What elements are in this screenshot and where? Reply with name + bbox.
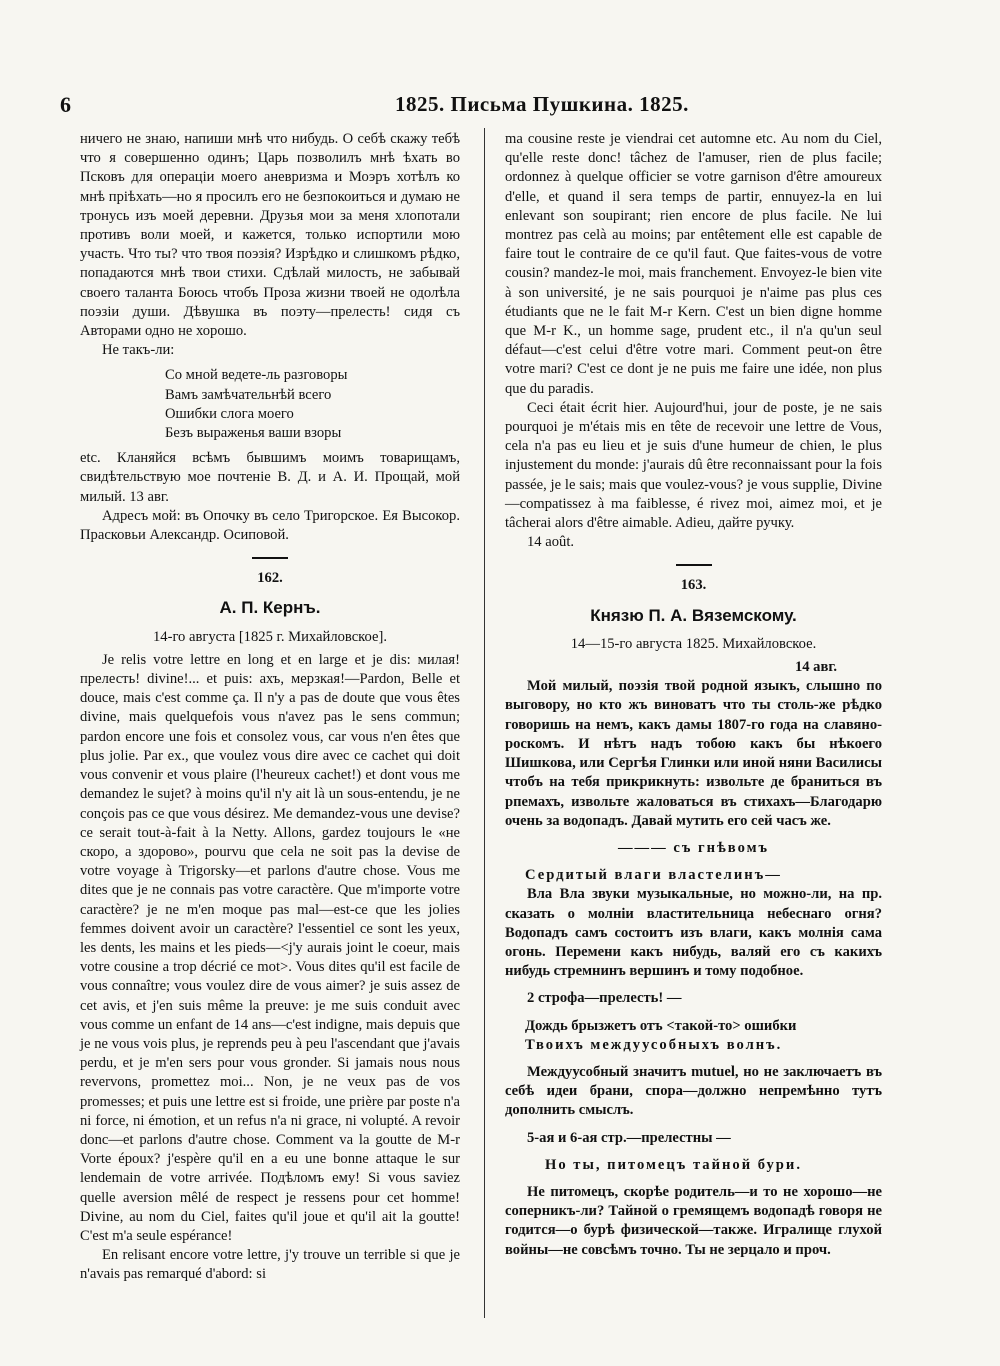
postscript-paragraph: Ceci était écrit hier. Aujourd'hui, jour de poste, je ne sais pourquoi je m'étais mis en tête de recevoir une lettre de Vous, cela n'a pas eu lieu et je suis d'une humeur de chien, le plus injustement du monde: j'aurais dû être reconnaissant pour la fois passée, je le sais; mais que voulez-vous? je vous supplie, Divine—compatissez à ma faiblesse, é rivez moi, aimez moi, et je tâcherai alors d'être aimable. Adieu, дайте ручку.: [505, 399, 882, 532]
page-header: [60, 92, 905, 122]
poem-intro: Не такъ-ли:: [102, 342, 175, 359]
address-paragraph: Адресъ мой: въ Опочку въ село Тригорское. Ея Высокор. Прасковьи Александр. Осиповой.: [80, 507, 460, 544]
column-divider: [484, 128, 485, 1318]
page-number: 6: [60, 92, 71, 117]
letter-paragraph: Междуусобный значитъ mutuel, но не заключаетъ въ себѣ идеи брани, спора—должно непремѣнно тутъ дополнить смыслъ.: [505, 1063, 882, 1119]
letter-addressee: Князю П. А. Вяземскому.: [590, 605, 797, 625]
section-rule: [676, 564, 712, 566]
poem-line: Безъ выраженья ваши взоры: [165, 425, 342, 442]
letter-number: 162.: [257, 570, 283, 587]
verse-quote: Сердитый влаги властелинъ—: [525, 867, 782, 884]
letter-paragraph: Вла Вла звуки музыкальные, но можно-ли, на пр. сказать о молніи властительница небеснаго огня? Водопадъ самъ состоитъ изъ влаги, какъ молнія сама огонь. Перемени какъ нибудь, валяй его съ какихъ нибудь стремнинъ вершинъ и тому подобное.: [505, 886, 882, 980]
letter-body-french: Je relis votre lettre en long et en large et je dis: милая! прелесть! divine!... et puis: ахъ, мерзкая!—Pardon, Belle et douce, mais c'est comme ça. Il n'y a pas de doute que vous êtes divine, mais quelquefois vous n'avez pas le sens commun; pardon encore une fois et consolez vous, car vous n'en êtes que plus jolie. Par ex., que voulez vous dire avec ce cachet qui doit vous convenir et vous plaire (l'heureux cachet!) et dont vous me demandez le sujet? à moins qu'il n'y ait là un sous-entendu, je ne conçois pas ce que vous désirez. Me demandez-vous une devise? ce serait tout-à-fait à la Netty. Allons, gardez toujours le «не скоро, а здорово», pourvu que cela ne soit pas la devise de votre voyage à Trigorsky—et parlons d'autre chose. Vous me dites que je ne connais pas votre caractère. Que m'importe votre caractère? je ne m'en moque pas mal—est-ce que les jolies femmes doivent avoir un caractère? l'essentiel ce sont les yeux, les dents, les mains et les pieds—<j'y aurais joint le coeur, mais votre cousine a trop décrié ce mot>. Vous dites qu'il est facile de vous connaître; vous voulez dire de vous aimer? je suis assez de cet avis, et j'en suis même la preuve: je me suis conduit avec vous comme un enfant de 14 ans—c'est indigne, mais depuis que je ne vous vois plus, je reprends peu à peu l'ascendant que j'avais perdu, et je m'en sers pour vous gronder. Si jamais nous nous revervons, promettez moi... Non, je ne veux pas de vos promesses; et puis une lettre est si froide, une prière par poste n'a ni force, ni émotion, et un refus n'a ni grace, ni volupté. A revoir donc—et parlons d'autre chose. Comment va la goutte de M-r Vorte époux? j'espère qu'il en a eu une bonne attaque le sur lendemain de votre arrivée. Подѣломъ ему! Si vous saviez quelle aversion mêlé de respect je ressens pour cet homme! Divine, au nom du Ciel, faites qu'il joue et qu'il ait la goutte! C'est m'a seule espérance!: [80, 651, 460, 1244]
letter-number: 163.: [680, 577, 707, 594]
poem-line: Ошибки слога моего: [165, 405, 294, 422]
letter-addressee: А. П. Кернъ.: [219, 598, 321, 618]
poem-line: Со мной ведете-ль разговоры: [165, 367, 348, 384]
strophe-note: 5-ая и 6-ая стр.—прелестны —: [527, 1129, 731, 1146]
letter-continuation: ma cousine reste je viendrai cet automne etc. Au nom du Ciel, qu'elle reste donc! tâchez de l'amuser, rien de plus facile; ordonnez à quelque officier se votre garnison d'être amoureux d'elle, et quand il sera temps de partir, ennuyez-la en lui enlevant son soupirant; rien encore de plus facile. Ne lui montrez pas celà au moins; par entêtement elle est capable de faire tout le contraire de ce qu'il faut. Que faites-vous de votre cousin? mandez-le moi, mais franchement. Envoyez-le bien vite à son université, je ne sais pourquoi je n'aime pas plus ces étudiants que ne le fait M-r Kern. C'est un bien digne homme que M-r K., un homme sage, prudent etc., il n'a qu'un seul défaut—c'est celui d'être votre mari. Comment peut-on être votre mari? C'est ce dont je ne puis me faire une idée, non plus que du paradis.: [505, 131, 882, 397]
verse-quote: Но ты, питомецъ тайной бури.: [545, 1156, 802, 1173]
strophe-note: 2 строфа—прелесть! —: [527, 990, 682, 1007]
verse-quote: Твоихъ междуусобныхъ волнъ.: [525, 1036, 783, 1053]
verse-quote: Дождь брызжетъ отъ <такой-то> ошибки: [525, 1017, 797, 1034]
letter-paragraph: Не питомецъ, скорѣе родитель—и то не хорошо—не соперникъ-ли? Тайной о гремящемъ водопадѣ говоря не годится—о бурѣ физической—также. Игралище глухой войны—не совсѣмъ точно. Ты не зерцало и проч.: [505, 1183, 882, 1258]
running-title: 1825. Письма Пушкина. 1825.: [395, 92, 689, 116]
section-rule: [252, 557, 288, 559]
letter-date: 14 août.: [527, 534, 575, 551]
poem-quote: [165, 366, 460, 443]
left-column: [80, 130, 460, 1285]
poem-line: Вамъ замѣчательнѣй всего: [165, 386, 332, 403]
letter-continuation: ничего не знаю, напиши мнѣ что нибудь. О себѣ скажу тебѣ что я совершенно одинъ; Царь позволилъ мнѣ ѣхать во Псковъ для операціи моего аневризма и Моэръ хотѣлъ ко мнѣ пріѣхать—но я просилъ его не безпокоиться и думаю не тронусь изъ моей деревни. Друзья мои за меня хлопотали противъ воли моей, и кажется, только испортили мою участь. Что ты? что твоя поэзія? Изрѣдко и слишкомъ рѣдко, попадаются мнѣ твои стихи. Сдѣлай милость, не забывай своего таланта Боюсь чтобъ Проза жизни твоей не одолѣла поэзіи души. Дѣвушка въ поэту—прелесть! сидя съ Авторами одно не хорошо.: [80, 131, 460, 340]
closing-paragraph: etc. Кланяйся всѣмъ бывшимъ моимъ товарищамъ, свидѣтельствую мое почтеніе В. Д. и А. И. Прощай, мой милый. 13 авг.: [80, 450, 460, 505]
letter-paragraph: Мой милый, поэзія твой родной языкъ, слышно по выговору, но кто жъ виноватъ что ты столь-же рѣдко говоришь на немъ, какъ дамы 1807-го года на славяно-роскомъ. И нѣтъ надъ тобою какъ бы нѣкоего Шишкова, или Сергѣя Глинки или иной няни Василисы чтобъ на тебя прикрикнуть: извольте де браниться въ рпемахъ, извольте жаловаться въ стихахъ—Благодарю очень за водопадъ. Давай мутить его сей часъ же.: [505, 678, 882, 829]
letter-dateline: 14—15-го августа 1825. Михайловское.: [570, 635, 817, 652]
letter-date: 14 авг.: [794, 659, 837, 676]
letter-body-french-end: En relisant encore votre lettre, j'y trouve un terrible si que je n'avais pas remarqué d'abord: si: [80, 1247, 460, 1283]
letter-dateline: 14-го августа [1825 г. Михайловское].: [152, 628, 387, 645]
annotation: ——— съ гнѣвомъ: [617, 839, 770, 856]
right-column: [505, 130, 882, 1260]
